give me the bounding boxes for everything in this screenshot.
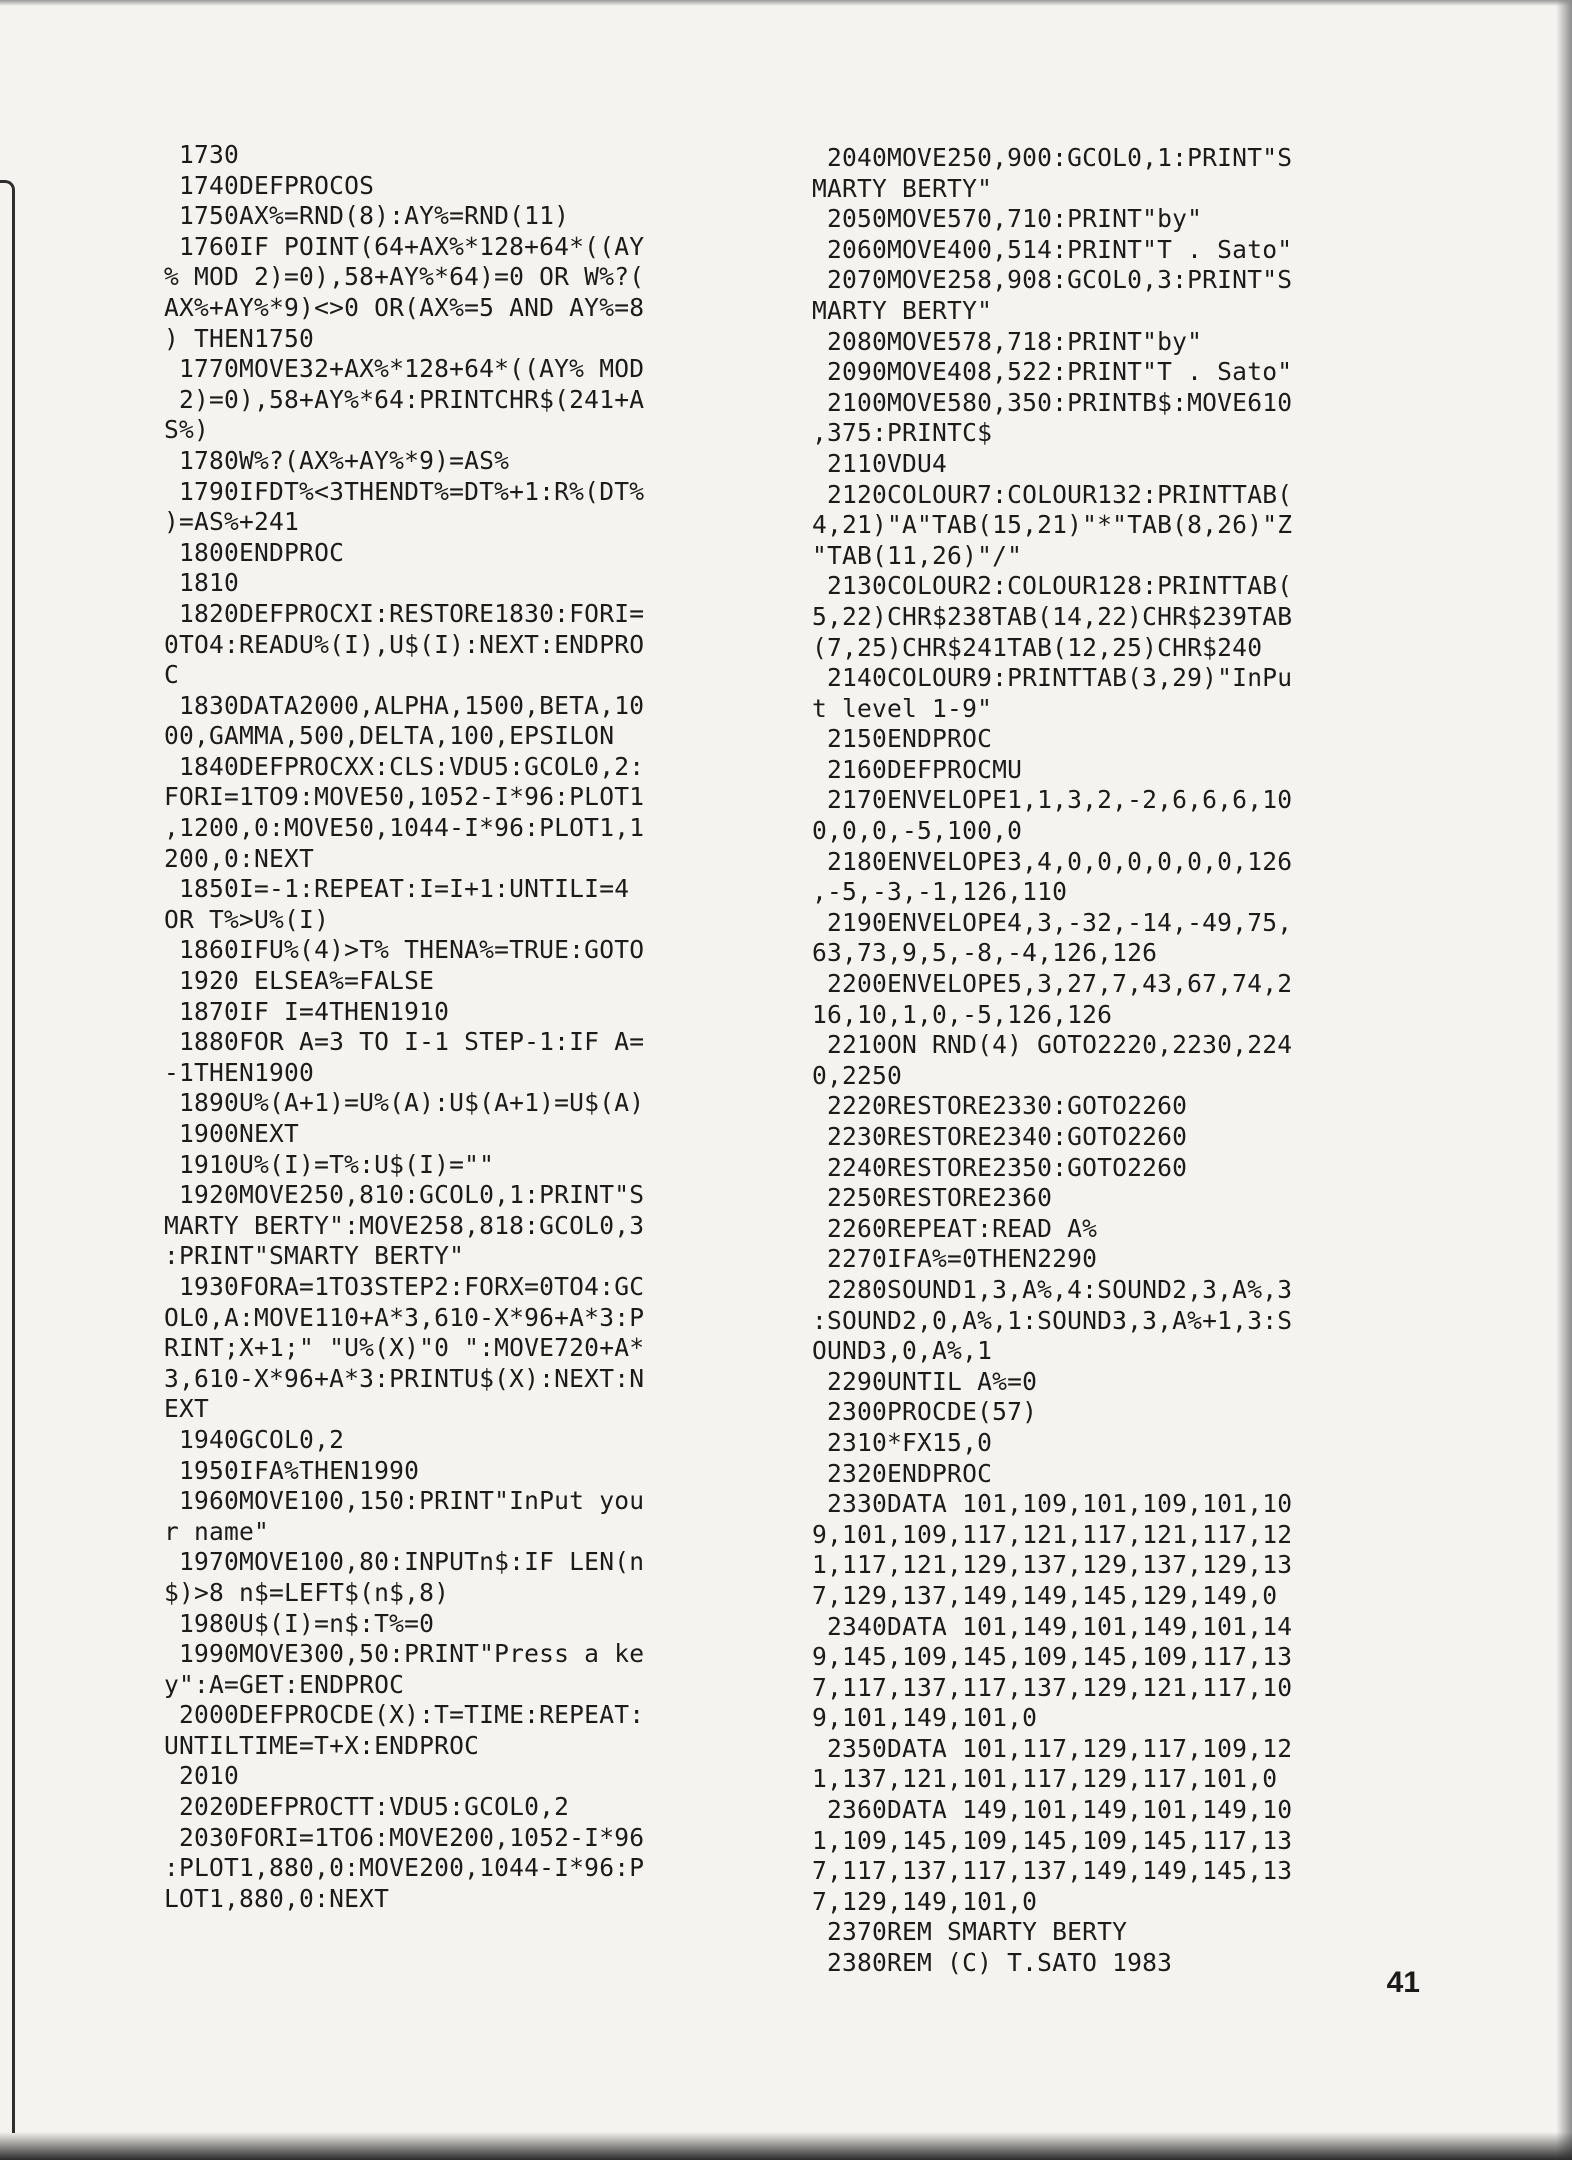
code-line: 1980U$(I)=n$:T%=0 [164, 1608, 435, 1638]
code-line: 2060MOVE400,514:PRINT"T . Sato" [812, 234, 1293, 264]
code-line: 2180ENVELOPE3,4,0,0,0,0,0,0,126 [812, 846, 1293, 876]
code-line: 1880FOR A=3 TO I-1 STEP-1:IF A= [164, 1027, 645, 1057]
code-line: 1760IF POINT(64+AX%*128+64*((AY [164, 231, 645, 261]
listing-column-left [164, 140, 814, 1914]
code-line: 7,129,137,149,149,145,129,149,0 [812, 1580, 1278, 1610]
code-line: FORI=1TO9:MOVE50,1052-I*96:PLOT1 [164, 782, 645, 812]
code-line: 1920MOVE250,810:GCOL0,1:PRINT"S [164, 1180, 645, 1210]
code-line: r name" [164, 1516, 270, 1546]
code-line: 9,145,109,145,109,145,109,117,13 [812, 1642, 1293, 1672]
code-line: 1750AX%=RND(8):AY%=RND(11) [164, 201, 570, 231]
code-line: 2330DATA 101,109,101,109,101,10 [812, 1489, 1293, 1519]
code-line: 0TO4:READU%(I),U$(I):NEXT:ENDPRO [164, 629, 645, 659]
code-line: 2090MOVE408,522:PRINT"T . Sato" [812, 357, 1293, 387]
code-line: 2210ON RND(4) GOTO2220,2230,224 [812, 1030, 1293, 1060]
code-line: 00,GAMMA,500,DELTA,100,EPSILON [164, 721, 615, 751]
code-line: 7,117,137,117,137,129,121,117,10 [812, 1672, 1293, 1702]
code-line: 2280SOUND1,3,A%,4:SOUND2,3,A%,3 [812, 1274, 1293, 1304]
code-line: 9,101,109,117,121,117,121,117,12 [812, 1519, 1293, 1549]
code-line: 1910U%(I)=T%:U$(I)="" [164, 1149, 495, 1179]
code-line: 2260REPEAT:READ A% [812, 1213, 1098, 1243]
code-line: 1810 [164, 568, 240, 598]
code-line: 1840DEFPROCXX:CLS:VDU5:GCOL0,2: [164, 751, 645, 781]
code-line: 3,610-X*96+A*3:PRINTU$(X):NEXT:N [164, 1363, 645, 1393]
code-line: :PLOT1,880,0:MOVE200,1044-I*96:P [164, 1853, 645, 1883]
code-line: 2170ENVELOPE1,1,3,2,-2,6,6,6,10 [812, 785, 1293, 815]
code-line: 2340DATA 101,149,101,149,101,14 [812, 1611, 1293, 1641]
code-line: 2030FORI=1TO6:MOVE200,1052-I*96 [164, 1822, 645, 1852]
code-line: 2040MOVE250,900:GCOL0,1:PRINT"S [812, 143, 1293, 172]
code-line: ) THEN1750 [164, 323, 315, 353]
code-line: 16,10,1,0,-5,126,126 [812, 999, 1113, 1029]
code-line: ,-5,-3,-1,126,110 [812, 877, 1068, 907]
code-line: 2100MOVE580,350:PRINTB$:MOVE610 [812, 387, 1293, 417]
code-line: 1860IFU%(4)>T% THENA%=TRUE:GOTO [164, 935, 645, 965]
code-line: :PRINT"SMARTY BERTY" [164, 1241, 465, 1271]
page-top-shadow [0, 0, 1572, 6]
code-line: 1820DEFPROCXI:RESTORE1830:FORI= [164, 598, 645, 628]
code-line: 1730 [164, 140, 240, 169]
code-line: 2080MOVE578,718:PRINT"by" [812, 326, 1203, 356]
code-line: 200,0:NEXT [164, 843, 315, 873]
code-line: 1,109,145,109,145,109,145,117,13 [812, 1825, 1293, 1855]
code-line: :SOUND2,0,A%,1:SOUND3,3,A%+1,3:S [812, 1305, 1293, 1335]
code-line: OR T%>U%(I) [164, 904, 330, 934]
code-line: 63,73,9,5,-8,-4,126,126 [812, 938, 1158, 968]
code-line: 2300PROCDE(57) [812, 1397, 1038, 1427]
code-line: ,1200,0:MOVE50,1044-I*96:PLOT1,1 [164, 813, 645, 843]
code-line: 1960MOVE100,150:PRINT"InPut you [164, 1486, 645, 1516]
code-line: 1890U%(A+1)=U%(A):U$(A+1)=U$(A) [164, 1088, 645, 1118]
code-line: 2310*FX15,0 [812, 1427, 993, 1457]
code-line: MARTY BERTY" [812, 295, 993, 325]
code-line: 9,101,149,101,0 [812, 1703, 1038, 1733]
code-line: 2070MOVE258,908:GCOL0,3:PRINT"S [812, 265, 1293, 295]
code-line: t level 1-9" [812, 693, 993, 723]
code-line: 2200ENVELOPE5,3,27,7,43,67,74,2 [812, 969, 1293, 999]
code-line: 1940GCOL0,2 [164, 1424, 345, 1454]
code-line: 1770MOVE32+AX%*128+64*((AY% MOD [164, 354, 645, 384]
code-line: 2380REM (C) T.SATO 1983 [812, 1948, 1173, 1978]
code-line: 1970MOVE100,80:INPUTn$:IF LEN(n [164, 1547, 645, 1577]
code-line: 2110VDU4 [812, 448, 948, 478]
code-line: 2270IFA%=0THEN2290 [812, 1244, 1098, 1274]
code-line: 2290UNTIL A%=0 [812, 1366, 1038, 1396]
code-line: )=AS%+241 [164, 507, 300, 537]
listing-column-right [812, 143, 1462, 1979]
code-line: 0,0,0,-5,100,0 [812, 816, 1023, 846]
code-line: 1,117,121,129,137,129,137,129,13 [812, 1550, 1293, 1580]
code-line: "TAB(11,26)"/" [812, 540, 1023, 570]
code-line: 1800ENDPROC [164, 537, 345, 567]
code-line: AX%+AY%*9)<>0 OR(AX%=5 AND AY%=8 [164, 292, 645, 322]
code-line: 1870IF I=4THEN1910 [164, 996, 450, 1026]
code-line: 2240RESTORE2350:GOTO2260 [812, 1152, 1188, 1182]
code-line: OL0,A:MOVE110+A*3,610-X*96+A*3:P [164, 1302, 645, 1332]
code-line: C [164, 660, 180, 690]
code-line: 1830DATA2000,ALPHA,1500,BETA,10 [164, 690, 645, 720]
code-line: 1850I=-1:REPEAT:I=I+1:UNTILI=4 [164, 874, 630, 904]
code-line: y":A=GET:ENDPROC [164, 1669, 405, 1699]
code-line: 2120COLOUR7:COLOUR132:PRINTTAB( [812, 479, 1293, 509]
code-line: 1920 ELSEA%=FALSE [164, 966, 435, 996]
code-line: 7,129,149,101,0 [812, 1886, 1038, 1916]
code-line: UNTILTIME=T+X:ENDPROC [164, 1730, 480, 1760]
code-line: (7,25)CHR$241TAB(12,25)CHR$240 [812, 632, 1263, 662]
code-line: 1950IFA%THEN1990 [164, 1455, 420, 1485]
code-line: 7,117,137,117,137,149,149,145,13 [812, 1856, 1293, 1886]
code-line: 0,2250 [812, 1060, 903, 1090]
code-line: 2190ENVELOPE4,3,-32,-14,-49,75, [812, 907, 1293, 937]
code-line: 1,137,121,101,117,129,117,101,0 [812, 1764, 1278, 1794]
code-line: 4,21)"A"TAB(15,21)"*"TAB(8,26)"Z [812, 510, 1293, 540]
code-line: 2000DEFPROCDE(X):T=TIME:REPEAT: [164, 1700, 645, 1730]
code-line: $)>8 n$=LEFT$(n$,8) [164, 1577, 450, 1607]
code-line: LOT1,880,0:NEXT [164, 1883, 390, 1913]
page-number: 41 [1386, 1966, 1420, 1999]
code-line: OUND3,0,A%,1 [812, 1336, 993, 1366]
code-line: 2160DEFPROCMU [812, 754, 1023, 784]
code-line: ,375:PRINTC$ [812, 418, 993, 448]
code-line: 1790IFDT%<3THENDT%=DT%+1:R%(DT% [164, 476, 645, 506]
code-line: 1990MOVE300,50:PRINT"Press a ke [164, 1639, 645, 1669]
code-line: 2150ENDPROC [812, 724, 993, 754]
code-line: 2130COLOUR2:COLOUR128:PRINTTAB( [812, 571, 1293, 601]
code-line: -1THEN1900 [164, 1057, 315, 1087]
code-line: 1900NEXT [164, 1119, 300, 1148]
code-line: 1740DEFPROCOS [164, 170, 375, 200]
code-line: 2360DATA 149,101,149,101,149,10 [812, 1795, 1293, 1825]
code-line: 2370REM SMARTY BERTY [812, 1917, 1128, 1947]
code-line: 2020DEFPROCTT:VDU5:GCOL0,2 [164, 1792, 570, 1822]
code-line: MARTY BERTY" [812, 173, 993, 203]
code-line: MARTY BERTY":MOVE258,818:GCOL0,3 [164, 1210, 645, 1240]
code-line: 1780W%?(AX%+AY%*9)=AS% [164, 445, 510, 475]
code-line: S%) [164, 415, 210, 445]
code-line: % MOD 2)=0),58+AY%*64)=0 OR W%?( [164, 262, 645, 292]
code-line: 2230RESTORE2340:GOTO2260 [812, 1122, 1188, 1151]
code-line: EXT [164, 1394, 210, 1424]
book-binding-edge [0, 180, 15, 2133]
code-line: RINT;X+1;" "U%(X)"0 ":MOVE720+A* [164, 1333, 645, 1363]
page-right-shadow [1556, 0, 1572, 2160]
code-line: 2250RESTORE2360 [812, 1183, 1053, 1213]
code-line: 1930FORA=1TO3STEP2:FORX=0TO4:GC [164, 1271, 645, 1301]
code-line: 5,22)CHR$238TAB(14,22)CHR$239TAB [812, 601, 1293, 631]
code-line: 2220RESTORE2330:GOTO2260 [812, 1091, 1188, 1121]
code-line: 2)=0),58+AY%*64:PRINTCHR$(241+A [164, 384, 645, 414]
code-line: 2320ENDPROC [812, 1458, 993, 1488]
code-line: 2350DATA 101,117,129,117,109,12 [812, 1733, 1293, 1763]
page-bottom-shadow [0, 2132, 1572, 2160]
code-line: 2010 [164, 1761, 240, 1791]
code-line: 2050MOVE570,710:PRINT"by" [812, 204, 1203, 234]
code-line: 2140COLOUR9:PRINTTAB(3,29)"InPu [812, 663, 1293, 693]
